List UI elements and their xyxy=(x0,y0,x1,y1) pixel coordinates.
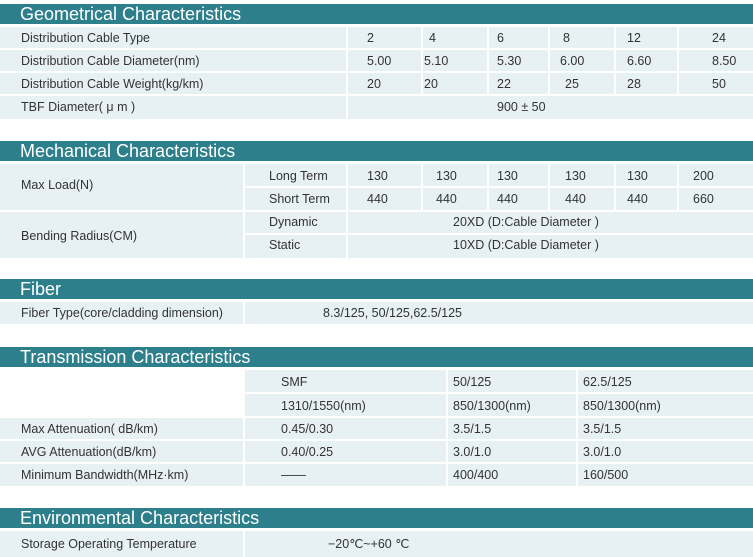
geo-row-label: Distribution Cable Diameter(nm) xyxy=(21,54,200,68)
geo-cell: 22 xyxy=(497,77,511,91)
geo-cell: 4 xyxy=(429,31,436,45)
geo-cell: 12 xyxy=(627,31,641,45)
trans-cell: 0.40/0.25 xyxy=(281,445,334,459)
mech-cell: 660 xyxy=(693,192,714,206)
geo-cell: 25 xyxy=(565,77,579,91)
trans-head: 50/125 xyxy=(453,375,492,389)
geo-cell: 8.50 xyxy=(712,54,737,68)
trans-cell: 160/500 xyxy=(583,468,629,482)
transmission-section-title: Transmission Characteristics xyxy=(0,347,753,367)
trans-cell: 3.5/1.5 xyxy=(583,422,622,436)
mechanical-section-title: Mechanical Characteristics xyxy=(0,141,753,161)
geo-cell: 5.00 xyxy=(367,54,392,68)
geo-cell: 5.10 xyxy=(424,54,449,68)
geo-cell: 6 xyxy=(497,31,504,45)
fiber-section-title: Fiber xyxy=(0,279,753,299)
mech-cell: 130 xyxy=(436,169,457,183)
trans-row-label: AVG Attenuation(dB/km) xyxy=(21,445,157,459)
tbf-value: 900 ± 50 xyxy=(497,100,546,114)
geo-row-label: Distribution Cable Weight(kg/km) xyxy=(21,77,204,91)
mech-cell: 440 xyxy=(497,192,518,206)
mech-cell: 440 xyxy=(367,192,388,206)
trans-row-label: Max Attenuation( dB/km) xyxy=(21,422,158,436)
geo-cell: 20 xyxy=(424,77,438,91)
mech-cell: 130 xyxy=(565,169,586,183)
static-label: Static xyxy=(269,238,301,252)
fiber-type-label: Fiber Type(core/cladding dimension) xyxy=(21,306,223,320)
geo-cell: 50 xyxy=(712,77,726,91)
bending-radius-label: Bending Radius(CM) xyxy=(21,229,138,243)
mech-cell: 130 xyxy=(497,169,518,183)
trans-cell: 3.5/1.5 xyxy=(453,422,492,436)
geometrical-section-title: Geometrical Characteristics xyxy=(0,4,753,24)
dynamic-label: Dynamic xyxy=(269,215,318,229)
trans-row-label: Minimum Bandwidth(MHz·km) xyxy=(21,468,189,482)
short-term-label: Short Term xyxy=(269,192,330,206)
geo-cell: 2 xyxy=(367,31,374,45)
max-load-label: Max Load(N) xyxy=(21,178,94,192)
geo-cell: 6.00 xyxy=(560,54,585,68)
storage-temp-label: Storage Operating Temperature xyxy=(21,537,197,551)
geo-cell: 8 xyxy=(563,31,570,45)
geo-cell: 6.60 xyxy=(627,54,652,68)
mech-cell: 440 xyxy=(436,192,457,206)
mech-cell: 440 xyxy=(565,192,586,206)
long-term-label: Long Term xyxy=(269,169,328,183)
tbf-label: TBF Diameter( μ m ) xyxy=(21,100,136,114)
geo-cell: 20 xyxy=(367,77,381,91)
trans-head: 62.5/125 xyxy=(583,375,632,389)
trans-head: SMF xyxy=(281,375,308,389)
trans-head: 850/1300(nm) xyxy=(453,399,531,413)
geo-cell: 24 xyxy=(712,31,726,45)
geo-cell: 5.30 xyxy=(497,54,522,68)
static-value: 10XD (D:Cable Diameter ) xyxy=(453,238,599,252)
trans-cell: 3.0/1.0 xyxy=(453,445,492,459)
trans-cell: 3.0/1.0 xyxy=(583,445,622,459)
geo-cell: 28 xyxy=(627,77,641,91)
trans-cell: 400/400 xyxy=(453,468,499,482)
environmental-section-title: Environmental Characteristics xyxy=(0,508,753,528)
geo-row-label: Distribution Cable Type xyxy=(21,31,151,45)
trans-head: 1310/1550(nm) xyxy=(281,399,366,413)
fiber-type-value: 8.3/125, 50/125,62.5/125 xyxy=(323,306,463,320)
trans-cell: —— xyxy=(281,468,306,482)
dynamic-value: 20XD (D:Cable Diameter ) xyxy=(453,215,599,229)
storage-temp-value: −20℃~+60 ℃ xyxy=(328,537,410,551)
mech-cell: 200 xyxy=(693,169,714,183)
mech-cell: 130 xyxy=(627,169,648,183)
trans-head: 850/1300(nm) xyxy=(583,399,661,413)
trans-cell: 0.45/0.30 xyxy=(281,422,334,436)
mech-cell: 130 xyxy=(367,169,388,183)
mech-cell: 440 xyxy=(627,192,648,206)
